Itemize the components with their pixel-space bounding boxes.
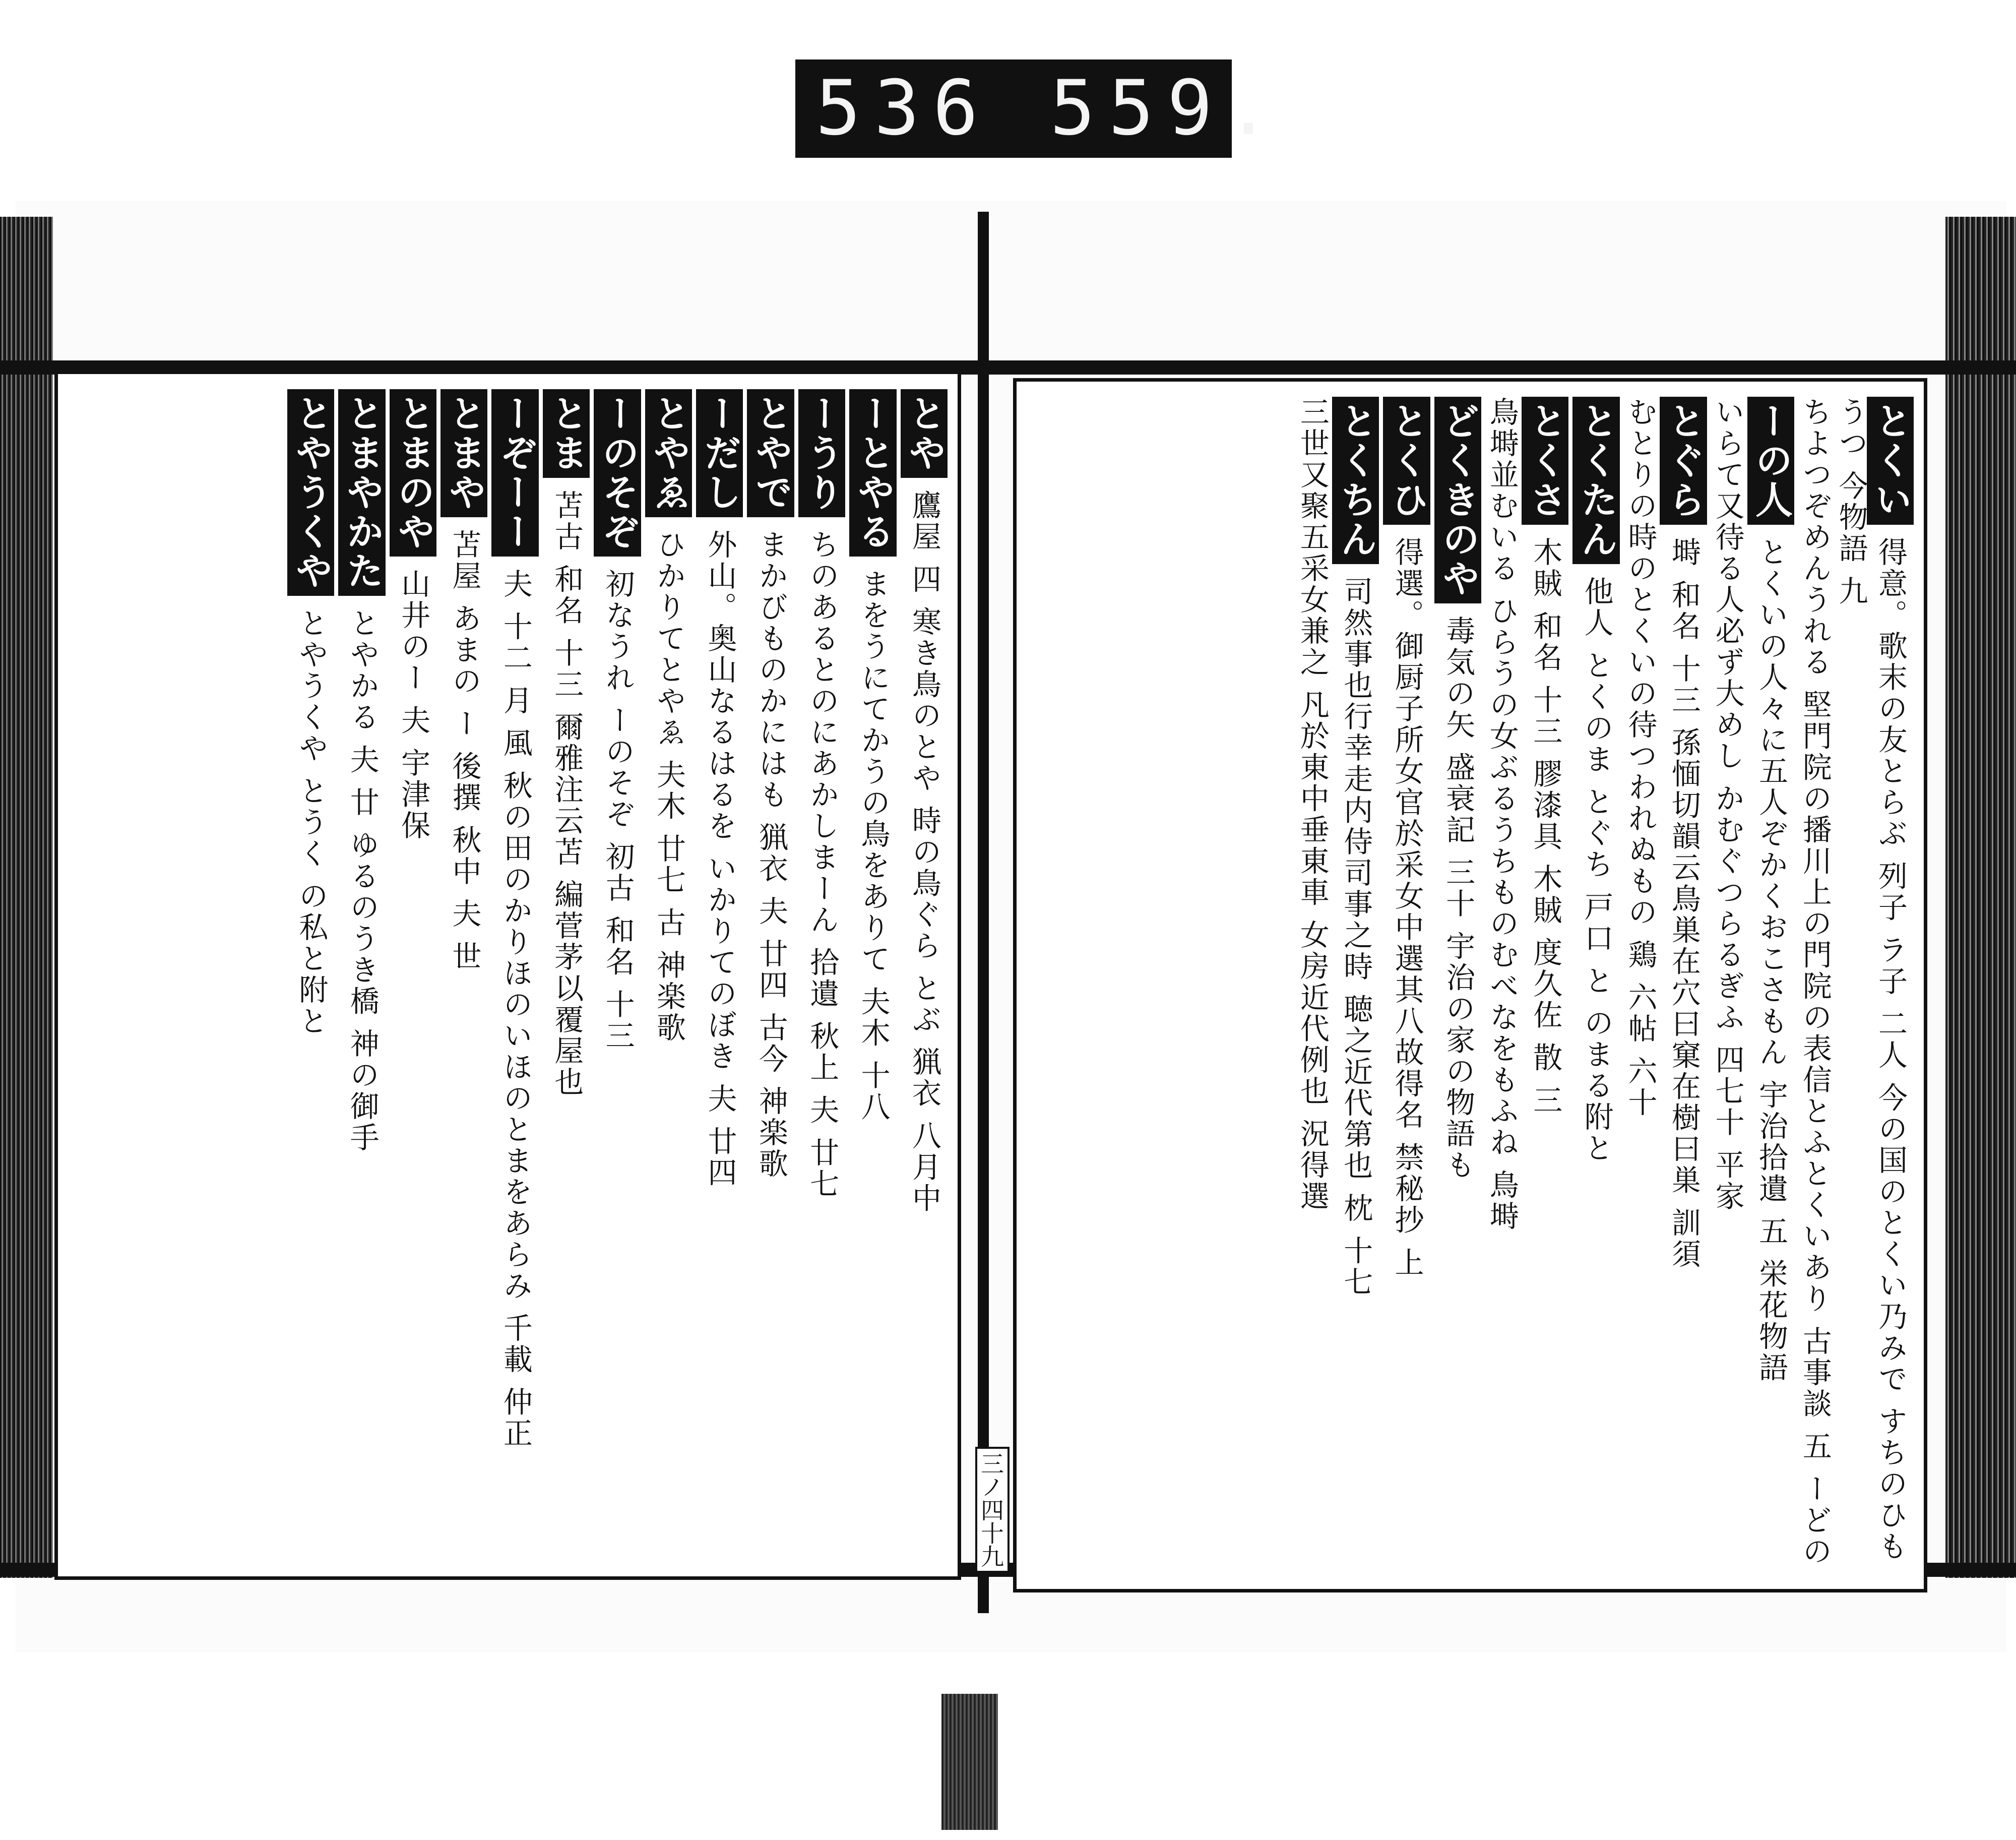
headword: とまやかた (338, 389, 385, 596)
headword: とやゑ (645, 389, 692, 517)
text-column (1835, 397, 1914, 1574)
text-column (491, 389, 538, 1561)
headword: ーうり (798, 389, 845, 517)
text-column (390, 389, 436, 1561)
headword: ーのそぞ (594, 389, 641, 557)
text-column (1711, 397, 1743, 1574)
entry-text: まをうにてかうの鳥をありて 夫木 十八 (856, 569, 891, 1123)
text-column (287, 389, 334, 1561)
entry-text: 初なうれ ーのそぞ 初古 和名 十三 (600, 569, 635, 1052)
text-column (1332, 397, 1379, 1574)
text-column (798, 389, 845, 1561)
entry-text: ひかりてとやゑ 夫木 廿七 古 神楽歌 (652, 529, 686, 1044)
headword: ーとやる (849, 389, 896, 557)
entry-text: いらて又待る人必ず大めし かむぐつらるぎふ 四七十 平家 (1710, 397, 1745, 1212)
text-column (1383, 397, 1430, 1574)
headword: とま (543, 389, 590, 478)
headword: ーだし (696, 389, 743, 517)
catalog-number-right: 559. (1050, 65, 1285, 152)
entry-text: 山井のー 夫 宇津保 (396, 569, 431, 841)
headword: とくさ (1522, 397, 1568, 525)
text-column (901, 389, 948, 1561)
headword: とやで (747, 389, 794, 517)
headword: ーぞーー (491, 389, 538, 557)
text-column (1485, 397, 1518, 1574)
headword: とくひ (1383, 397, 1430, 525)
entry-text: 他人 とくのま とぐち 戸口 と のまる附と (1579, 576, 1614, 1164)
headword: とくたん (1572, 397, 1619, 564)
text-column (1798, 397, 1831, 1574)
headword: とやうくや (287, 389, 334, 596)
entry-text: とやうくや とうく の私と附と (294, 608, 329, 1037)
text-column (645, 389, 692, 1561)
text-column (440, 389, 487, 1561)
entry-text: 鳥塒並むいる ひらうの女ぶるうちものむべなをもふね 鳥塒 (1484, 397, 1519, 1232)
entry-text: とやかる 夫 廿 ゆるのうき橋 神の御手 (345, 608, 380, 1153)
entry-text: 塒 和名 十三 孫愐切韻云鳥巣在穴曰窠在樹曰巣 訓須 (1666, 537, 1701, 1270)
left-page-columns (68, 389, 948, 1561)
text-column (1572, 397, 1619, 1574)
page-number: 三ノ四十九 (975, 1447, 1010, 1573)
catalog-number-left: 536 (815, 65, 991, 152)
text-column (543, 389, 590, 1561)
entry-text: まかびものかにはも 猟衣 夫 廿四 古今 神楽歌 (753, 529, 788, 1180)
headword: とまのや (390, 389, 436, 557)
entry-text: ちよつぞめんうれる 堅門院の播川上の門院の表信とふとくいあり 古事談 五 ーどの (1797, 397, 1832, 1567)
entry-text: 外山。奥山なるはるを いかりてのぼき 夫 廿四 (703, 529, 737, 1189)
text-column (594, 389, 641, 1561)
headword: とくちん (1332, 397, 1379, 564)
entry-text: 鷹屋 四 寒き鳥のとや 時の鳥ぐら とぶ 猟衣 八月中 (907, 490, 941, 1214)
page-edges-right (1945, 217, 2016, 1578)
entry-text: むとりの時のとくいの待つわれぬもの 鶏 六帖 六十 (1623, 397, 1658, 1119)
entry-text: 得意。歌末の友とらぶ 列子 ラ子 二人 今の国のとくい乃みで すちのひもうつ 今物語 九 (1834, 397, 1908, 1563)
entry-text: ちのあるとのにあかしまーん 拾遺 秋上 夫 廿七 (805, 529, 840, 1200)
page-edges-left (0, 217, 53, 1578)
text-column (1660, 397, 1707, 1574)
entry-text: とくいの人々に五人ぞかくおこさもん 宇治拾遺 五 栄花物語 (1754, 537, 1789, 1384)
entry-text: 苫古 和名 十三 爾雅注云苫 編菅茅以覆屋也 (549, 490, 584, 1098)
text-column (1296, 397, 1328, 1574)
text-column (338, 389, 385, 1561)
entry-text: 苫屋 あまの ー 後撰 秋中 夫 世 (447, 529, 482, 972)
headword: ーの人 (1747, 397, 1794, 525)
text-column (1434, 397, 1481, 1574)
text-column (1522, 397, 1568, 1574)
entry-text: 木賊 和名 十三 膠漆具 木賊 度久佐 散 三 (1528, 537, 1563, 1117)
left-page (54, 371, 961, 1580)
text-column (849, 389, 896, 1561)
entry-text: 得選。御厨子所女官於采女中選其八故得名 禁秘抄 上 (1390, 537, 1424, 1278)
headword: とや (901, 389, 948, 478)
right-page-columns (1027, 397, 1914, 1574)
text-column (696, 389, 743, 1561)
headword: とまや (440, 389, 487, 517)
headword: とくい (1867, 397, 1914, 525)
book-spine (978, 212, 989, 1613)
bookmark-tab (941, 1694, 998, 1830)
text-column (1624, 397, 1656, 1574)
entry-text: 三世又聚五采女兼之 凡於東中垂東車 女房近代例也 況得選 (1295, 397, 1330, 1212)
entry-text: 夫 十二 月 風 秋の田のかりほのいほのとまをあらみ 千載 仲正 (498, 569, 533, 1449)
catalog-label (795, 59, 1285, 158)
text-column (747, 389, 794, 1561)
text-column (1747, 397, 1794, 1574)
headword: とぐら (1660, 397, 1707, 525)
right-page (1013, 378, 1927, 1592)
entry-text: 司然事也行幸走内侍司事之時 聴之近代第也 枕 十七 (1339, 576, 1373, 1298)
headword: どくきのや (1434, 397, 1481, 603)
entry-text: 毒気の矢 盛衰記 三十 宇治の家の物語も (1441, 616, 1476, 1181)
